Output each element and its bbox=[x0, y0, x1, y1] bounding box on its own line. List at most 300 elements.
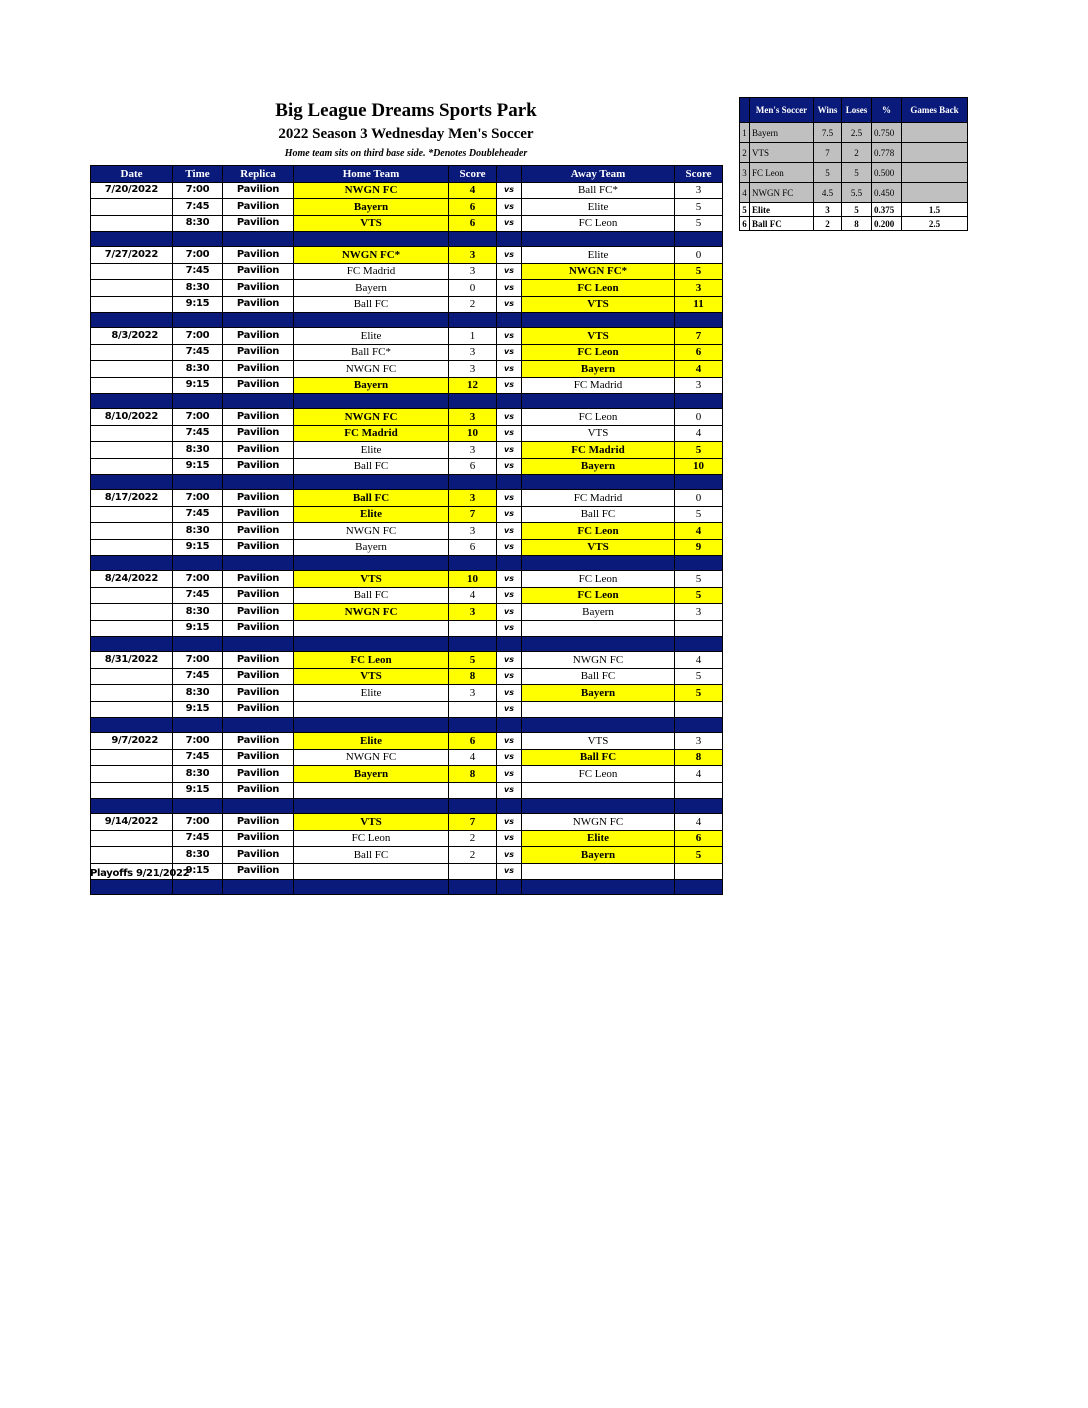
home-team: Ball FC bbox=[294, 458, 449, 475]
game-row bbox=[91, 442, 723, 459]
vs-label: vs bbox=[497, 701, 522, 718]
away-score: 3 bbox=[675, 733, 723, 750]
game-time: 7:45 bbox=[173, 587, 223, 604]
game-row bbox=[91, 296, 723, 313]
game-date bbox=[91, 685, 173, 702]
away-team: FC Madrid bbox=[522, 377, 675, 394]
standings-games-back bbox=[902, 143, 968, 163]
separator-cell bbox=[223, 475, 294, 490]
game-field: Pavilion bbox=[223, 814, 294, 831]
home-score: 7 bbox=[449, 506, 497, 523]
separator-cell bbox=[173, 637, 223, 652]
game-date bbox=[91, 442, 173, 459]
separator-cell bbox=[91, 232, 173, 247]
away-score: 0 bbox=[675, 247, 723, 264]
home-score: 2 bbox=[449, 830, 497, 847]
vs-label: vs bbox=[497, 425, 522, 442]
vs-label: vs bbox=[497, 490, 522, 507]
vs-label: vs bbox=[497, 668, 522, 685]
vs-label: vs bbox=[497, 523, 522, 540]
vs-label: vs bbox=[497, 539, 522, 556]
game-date bbox=[91, 668, 173, 685]
vs-label: vs bbox=[497, 506, 522, 523]
game-date bbox=[91, 620, 173, 637]
separator-cell bbox=[522, 475, 675, 490]
home-score: 1 bbox=[449, 328, 497, 345]
game-row bbox=[91, 701, 723, 718]
separator-cell bbox=[522, 637, 675, 652]
playoffs-note: Playoffs 9/21/2022 bbox=[90, 868, 190, 879]
away-team: FC Leon bbox=[522, 215, 675, 232]
game-time: 8:30 bbox=[173, 766, 223, 783]
away-score: 4 bbox=[675, 425, 723, 442]
vs-label: vs bbox=[497, 458, 522, 475]
column-header: Time bbox=[173, 166, 223, 183]
separator-cell bbox=[223, 880, 294, 895]
home-team: NWGN FC bbox=[294, 182, 449, 199]
separator-cell bbox=[173, 799, 223, 814]
home-score: 3 bbox=[449, 344, 497, 361]
separator-cell bbox=[675, 394, 723, 409]
game-row bbox=[91, 814, 723, 831]
game-time: 9:15 bbox=[173, 863, 223, 880]
away-team bbox=[522, 782, 675, 799]
game-row bbox=[91, 263, 723, 280]
game-time: 7:00 bbox=[173, 247, 223, 264]
separator-cell bbox=[449, 556, 497, 571]
vs-label: vs bbox=[497, 182, 522, 199]
home-team: Elite bbox=[294, 506, 449, 523]
home-team: Ball FC bbox=[294, 490, 449, 507]
game-field: Pavilion bbox=[223, 587, 294, 604]
away-team: NWGN FC bbox=[522, 814, 675, 831]
week-separator bbox=[91, 637, 723, 652]
away-score: 5 bbox=[675, 442, 723, 459]
game-field: Pavilion bbox=[223, 749, 294, 766]
away-score: 5 bbox=[675, 199, 723, 216]
vs-label: vs bbox=[497, 263, 522, 280]
standings-row bbox=[740, 183, 968, 203]
standings-wins: 5 bbox=[814, 163, 842, 183]
separator-cell bbox=[449, 313, 497, 328]
away-team: FC Leon bbox=[522, 571, 675, 588]
away-score: 10 bbox=[675, 458, 723, 475]
standings-rank: 1 bbox=[740, 123, 750, 143]
home-team bbox=[294, 620, 449, 637]
home-score: 3 bbox=[449, 442, 497, 459]
game-field: Pavilion bbox=[223, 847, 294, 864]
home-score: 10 bbox=[449, 571, 497, 588]
separator-cell bbox=[449, 232, 497, 247]
vs-label: vs bbox=[497, 830, 522, 847]
separator-cell bbox=[522, 232, 675, 247]
game-time: 7:45 bbox=[173, 425, 223, 442]
separator-cell bbox=[223, 313, 294, 328]
vs-label: vs bbox=[497, 685, 522, 702]
schedule-header-row bbox=[91, 166, 723, 183]
away-score: 5 bbox=[675, 685, 723, 702]
vs-label: vs bbox=[497, 847, 522, 864]
away-score: 5 bbox=[675, 587, 723, 604]
game-field: Pavilion bbox=[223, 409, 294, 426]
game-time: 7:00 bbox=[173, 733, 223, 750]
game-time: 7:00 bbox=[173, 490, 223, 507]
vs-label: vs bbox=[497, 863, 522, 880]
game-field: Pavilion bbox=[223, 766, 294, 783]
standings-wins: 7.5 bbox=[814, 123, 842, 143]
game-field: Pavilion bbox=[223, 328, 294, 345]
game-row bbox=[91, 344, 723, 361]
home-score: 6 bbox=[449, 458, 497, 475]
standings-row bbox=[740, 143, 968, 163]
page-subtitle: 2022 Season 3 Wednesday Men's Soccer bbox=[278, 126, 534, 142]
home-team: Bayern bbox=[294, 766, 449, 783]
game-field: Pavilion bbox=[223, 571, 294, 588]
away-score: 5 bbox=[675, 847, 723, 864]
home-team: VTS bbox=[294, 668, 449, 685]
away-team: Bayern bbox=[522, 685, 675, 702]
game-time: 7:45 bbox=[173, 199, 223, 216]
home-team: Elite bbox=[294, 328, 449, 345]
game-field: Pavilion bbox=[223, 701, 294, 718]
game-row bbox=[91, 620, 723, 637]
game-row bbox=[91, 587, 723, 604]
standings-row bbox=[740, 163, 968, 183]
game-date bbox=[91, 199, 173, 216]
game-date bbox=[91, 263, 173, 280]
separator-cell bbox=[223, 799, 294, 814]
game-date: 7/27/2022 bbox=[91, 247, 173, 264]
separator-cell bbox=[294, 718, 449, 733]
separator-cell bbox=[449, 475, 497, 490]
week-separator bbox=[91, 718, 723, 733]
separator-cell bbox=[522, 880, 675, 895]
home-team: FC Leon bbox=[294, 652, 449, 669]
separator-cell bbox=[173, 313, 223, 328]
game-time: 9:15 bbox=[173, 539, 223, 556]
separator-cell bbox=[294, 637, 449, 652]
game-row bbox=[91, 539, 723, 556]
separator-cell bbox=[497, 880, 522, 895]
separator-cell bbox=[223, 637, 294, 652]
schedule-note: Home team sits on third base side. *Denotes Doubleheader bbox=[284, 148, 528, 159]
separator-cell bbox=[91, 556, 173, 571]
standings-column-header: Men's Soccer bbox=[750, 98, 814, 123]
game-row bbox=[91, 458, 723, 475]
game-time: 8:30 bbox=[173, 215, 223, 232]
game-time: 8:30 bbox=[173, 280, 223, 297]
separator-cell bbox=[294, 475, 449, 490]
vs-label: vs bbox=[497, 604, 522, 621]
separator-cell bbox=[449, 718, 497, 733]
separator-cell bbox=[91, 880, 173, 895]
standings-team: NWGN FC bbox=[750, 183, 814, 203]
away-team: Elite bbox=[522, 247, 675, 264]
vs-label: vs bbox=[497, 814, 522, 831]
away-team: VTS bbox=[522, 425, 675, 442]
game-field: Pavilion bbox=[223, 782, 294, 799]
vs-label: vs bbox=[497, 296, 522, 313]
standings-loses: 8 bbox=[842, 217, 872, 231]
game-field: Pavilion bbox=[223, 668, 294, 685]
home-score: 3 bbox=[449, 409, 497, 426]
game-field: Pavilion bbox=[223, 247, 294, 264]
away-score: 3 bbox=[675, 280, 723, 297]
separator-cell bbox=[675, 313, 723, 328]
game-date bbox=[91, 215, 173, 232]
game-time: 9:15 bbox=[173, 377, 223, 394]
away-team bbox=[522, 863, 675, 880]
column-header: Home Team bbox=[294, 166, 449, 183]
vs-label: vs bbox=[497, 377, 522, 394]
away-team: NWGN FC bbox=[522, 652, 675, 669]
away-team: NWGN FC* bbox=[522, 263, 675, 280]
game-date: 8/3/2022 bbox=[91, 328, 173, 345]
home-team bbox=[294, 863, 449, 880]
away-team: VTS bbox=[522, 539, 675, 556]
standings-column-header bbox=[740, 98, 750, 123]
separator-cell bbox=[449, 880, 497, 895]
game-time: 7:45 bbox=[173, 749, 223, 766]
game-row bbox=[91, 182, 723, 199]
vs-label: vs bbox=[497, 344, 522, 361]
week-separator bbox=[91, 799, 723, 814]
game-time: 7:45 bbox=[173, 344, 223, 361]
separator-cell bbox=[675, 799, 723, 814]
game-date bbox=[91, 377, 173, 394]
away-team: FC Madrid bbox=[522, 490, 675, 507]
away-score: 6 bbox=[675, 830, 723, 847]
game-row bbox=[91, 571, 723, 588]
away-team: Bayern bbox=[522, 604, 675, 621]
home-team bbox=[294, 782, 449, 799]
vs-label: vs bbox=[497, 442, 522, 459]
away-score: 5 bbox=[675, 668, 723, 685]
away-team bbox=[522, 701, 675, 718]
home-team: Ball FC* bbox=[294, 344, 449, 361]
game-field: Pavilion bbox=[223, 604, 294, 621]
separator-cell bbox=[497, 718, 522, 733]
separator-cell bbox=[91, 718, 173, 733]
home-score: 0 bbox=[449, 280, 497, 297]
separator-cell bbox=[522, 556, 675, 571]
standings-rank: 6 bbox=[740, 217, 750, 231]
game-row bbox=[91, 733, 723, 750]
game-row bbox=[91, 199, 723, 216]
game-time: 7:00 bbox=[173, 182, 223, 199]
home-team: VTS bbox=[294, 571, 449, 588]
away-score: 11 bbox=[675, 296, 723, 313]
home-team: NWGN FC* bbox=[294, 247, 449, 264]
separator-cell bbox=[497, 475, 522, 490]
separator-cell bbox=[173, 556, 223, 571]
vs-label: vs bbox=[497, 749, 522, 766]
game-date: 8/17/2022 bbox=[91, 490, 173, 507]
standings-rank: 4 bbox=[740, 183, 750, 203]
separator-cell bbox=[294, 556, 449, 571]
away-team: FC Leon bbox=[522, 409, 675, 426]
away-team: FC Leon bbox=[522, 280, 675, 297]
away-team: FC Leon bbox=[522, 766, 675, 783]
column-header: Replica bbox=[223, 166, 294, 183]
standings-team: FC Leon bbox=[750, 163, 814, 183]
game-time: 8:30 bbox=[173, 523, 223, 540]
away-score: 4 bbox=[675, 652, 723, 669]
away-team: Bayern bbox=[522, 847, 675, 864]
separator-cell bbox=[91, 313, 173, 328]
game-field: Pavilion bbox=[223, 361, 294, 378]
standings-loses: 2.5 bbox=[842, 123, 872, 143]
separator-cell bbox=[675, 475, 723, 490]
home-score: 3 bbox=[449, 361, 497, 378]
away-score: 9 bbox=[675, 539, 723, 556]
vs-label: vs bbox=[497, 247, 522, 264]
game-date bbox=[91, 766, 173, 783]
standings-pct: 0.200 bbox=[872, 217, 902, 231]
away-score: 5 bbox=[675, 263, 723, 280]
separator-cell bbox=[497, 394, 522, 409]
separator-cell bbox=[449, 394, 497, 409]
game-field: Pavilion bbox=[223, 733, 294, 750]
game-row bbox=[91, 361, 723, 378]
game-time: 9:15 bbox=[173, 296, 223, 313]
game-row bbox=[91, 782, 723, 799]
away-team: FC Leon bbox=[522, 523, 675, 540]
week-separator bbox=[91, 394, 723, 409]
game-row bbox=[91, 685, 723, 702]
game-time: 7:45 bbox=[173, 830, 223, 847]
game-field: Pavilion bbox=[223, 263, 294, 280]
away-score: 5 bbox=[675, 571, 723, 588]
home-team: Elite bbox=[294, 733, 449, 750]
game-time: 9:15 bbox=[173, 620, 223, 637]
home-score bbox=[449, 620, 497, 637]
home-team: Elite bbox=[294, 442, 449, 459]
game-field: Pavilion bbox=[223, 506, 294, 523]
home-score: 2 bbox=[449, 847, 497, 864]
separator-cell bbox=[497, 799, 522, 814]
week-separator bbox=[91, 880, 723, 895]
game-field: Pavilion bbox=[223, 863, 294, 880]
game-row bbox=[91, 668, 723, 685]
game-row bbox=[91, 506, 723, 523]
standings-row bbox=[740, 203, 968, 217]
game-time: 9:15 bbox=[173, 458, 223, 475]
column-header: Date bbox=[91, 166, 173, 183]
week-separator bbox=[91, 232, 723, 247]
standings-team: Bayern bbox=[750, 123, 814, 143]
standings-rank: 3 bbox=[740, 163, 750, 183]
schedule-table bbox=[90, 165, 723, 895]
game-row bbox=[91, 766, 723, 783]
home-score: 10 bbox=[449, 425, 497, 442]
away-score bbox=[675, 863, 723, 880]
home-team: Ball FC bbox=[294, 847, 449, 864]
home-score bbox=[449, 701, 497, 718]
week-separator bbox=[91, 313, 723, 328]
game-field: Pavilion bbox=[223, 620, 294, 637]
separator-cell bbox=[91, 799, 173, 814]
home-score: 6 bbox=[449, 215, 497, 232]
game-date bbox=[91, 847, 173, 864]
away-score: 7 bbox=[675, 328, 723, 345]
standings-column-header: Wins bbox=[814, 98, 842, 123]
standings-pct: 0.778 bbox=[872, 143, 902, 163]
standings-loses: 5 bbox=[842, 203, 872, 217]
home-score: 3 bbox=[449, 523, 497, 540]
separator-cell bbox=[497, 556, 522, 571]
separator-cell bbox=[294, 232, 449, 247]
separator-cell bbox=[675, 880, 723, 895]
separator-cell bbox=[497, 637, 522, 652]
away-team: Ball FC* bbox=[522, 182, 675, 199]
home-team: NWGN FC bbox=[294, 749, 449, 766]
standings-column-header: Loses bbox=[842, 98, 872, 123]
game-date: 7/20/2022 bbox=[91, 182, 173, 199]
away-score: 4 bbox=[675, 361, 723, 378]
separator-cell bbox=[449, 799, 497, 814]
standings-games-back: 1.5 bbox=[902, 203, 968, 217]
home-team: Ball FC bbox=[294, 587, 449, 604]
away-score: 3 bbox=[675, 182, 723, 199]
away-team bbox=[522, 620, 675, 637]
standings-table bbox=[739, 97, 968, 231]
game-row bbox=[91, 215, 723, 232]
away-score: 3 bbox=[675, 377, 723, 394]
vs-label: vs bbox=[497, 733, 522, 750]
home-team: NWGN FC bbox=[294, 523, 449, 540]
game-date bbox=[91, 280, 173, 297]
vs-label: vs bbox=[497, 620, 522, 637]
separator-cell bbox=[173, 394, 223, 409]
game-row bbox=[91, 652, 723, 669]
game-field: Pavilion bbox=[223, 377, 294, 394]
game-field: Pavilion bbox=[223, 344, 294, 361]
home-team: Bayern bbox=[294, 539, 449, 556]
game-time: 8:30 bbox=[173, 685, 223, 702]
away-team: FC Madrid bbox=[522, 442, 675, 459]
game-time: 7:00 bbox=[173, 571, 223, 588]
home-team: FC Leon bbox=[294, 830, 449, 847]
game-field: Pavilion bbox=[223, 539, 294, 556]
column-header: Score bbox=[675, 166, 723, 183]
standings-loses: 5.5 bbox=[842, 183, 872, 203]
separator-cell bbox=[294, 799, 449, 814]
standings-header-row bbox=[740, 98, 968, 123]
page-title: Big League Dreams Sports Park bbox=[275, 100, 537, 121]
game-row bbox=[91, 490, 723, 507]
game-date bbox=[91, 749, 173, 766]
game-time: 8:30 bbox=[173, 604, 223, 621]
home-team: VTS bbox=[294, 215, 449, 232]
standings-loses: 5 bbox=[842, 163, 872, 183]
game-field: Pavilion bbox=[223, 490, 294, 507]
separator-cell bbox=[173, 880, 223, 895]
home-score: 12 bbox=[449, 377, 497, 394]
separator-cell bbox=[675, 718, 723, 733]
vs-label: vs bbox=[497, 587, 522, 604]
home-score: 3 bbox=[449, 490, 497, 507]
game-field: Pavilion bbox=[223, 199, 294, 216]
game-time: 8:30 bbox=[173, 361, 223, 378]
separator-cell bbox=[522, 313, 675, 328]
game-row bbox=[91, 377, 723, 394]
separator-cell bbox=[449, 637, 497, 652]
home-score bbox=[449, 782, 497, 799]
separator-cell bbox=[91, 475, 173, 490]
separator-cell bbox=[294, 313, 449, 328]
vs-label: vs bbox=[497, 571, 522, 588]
